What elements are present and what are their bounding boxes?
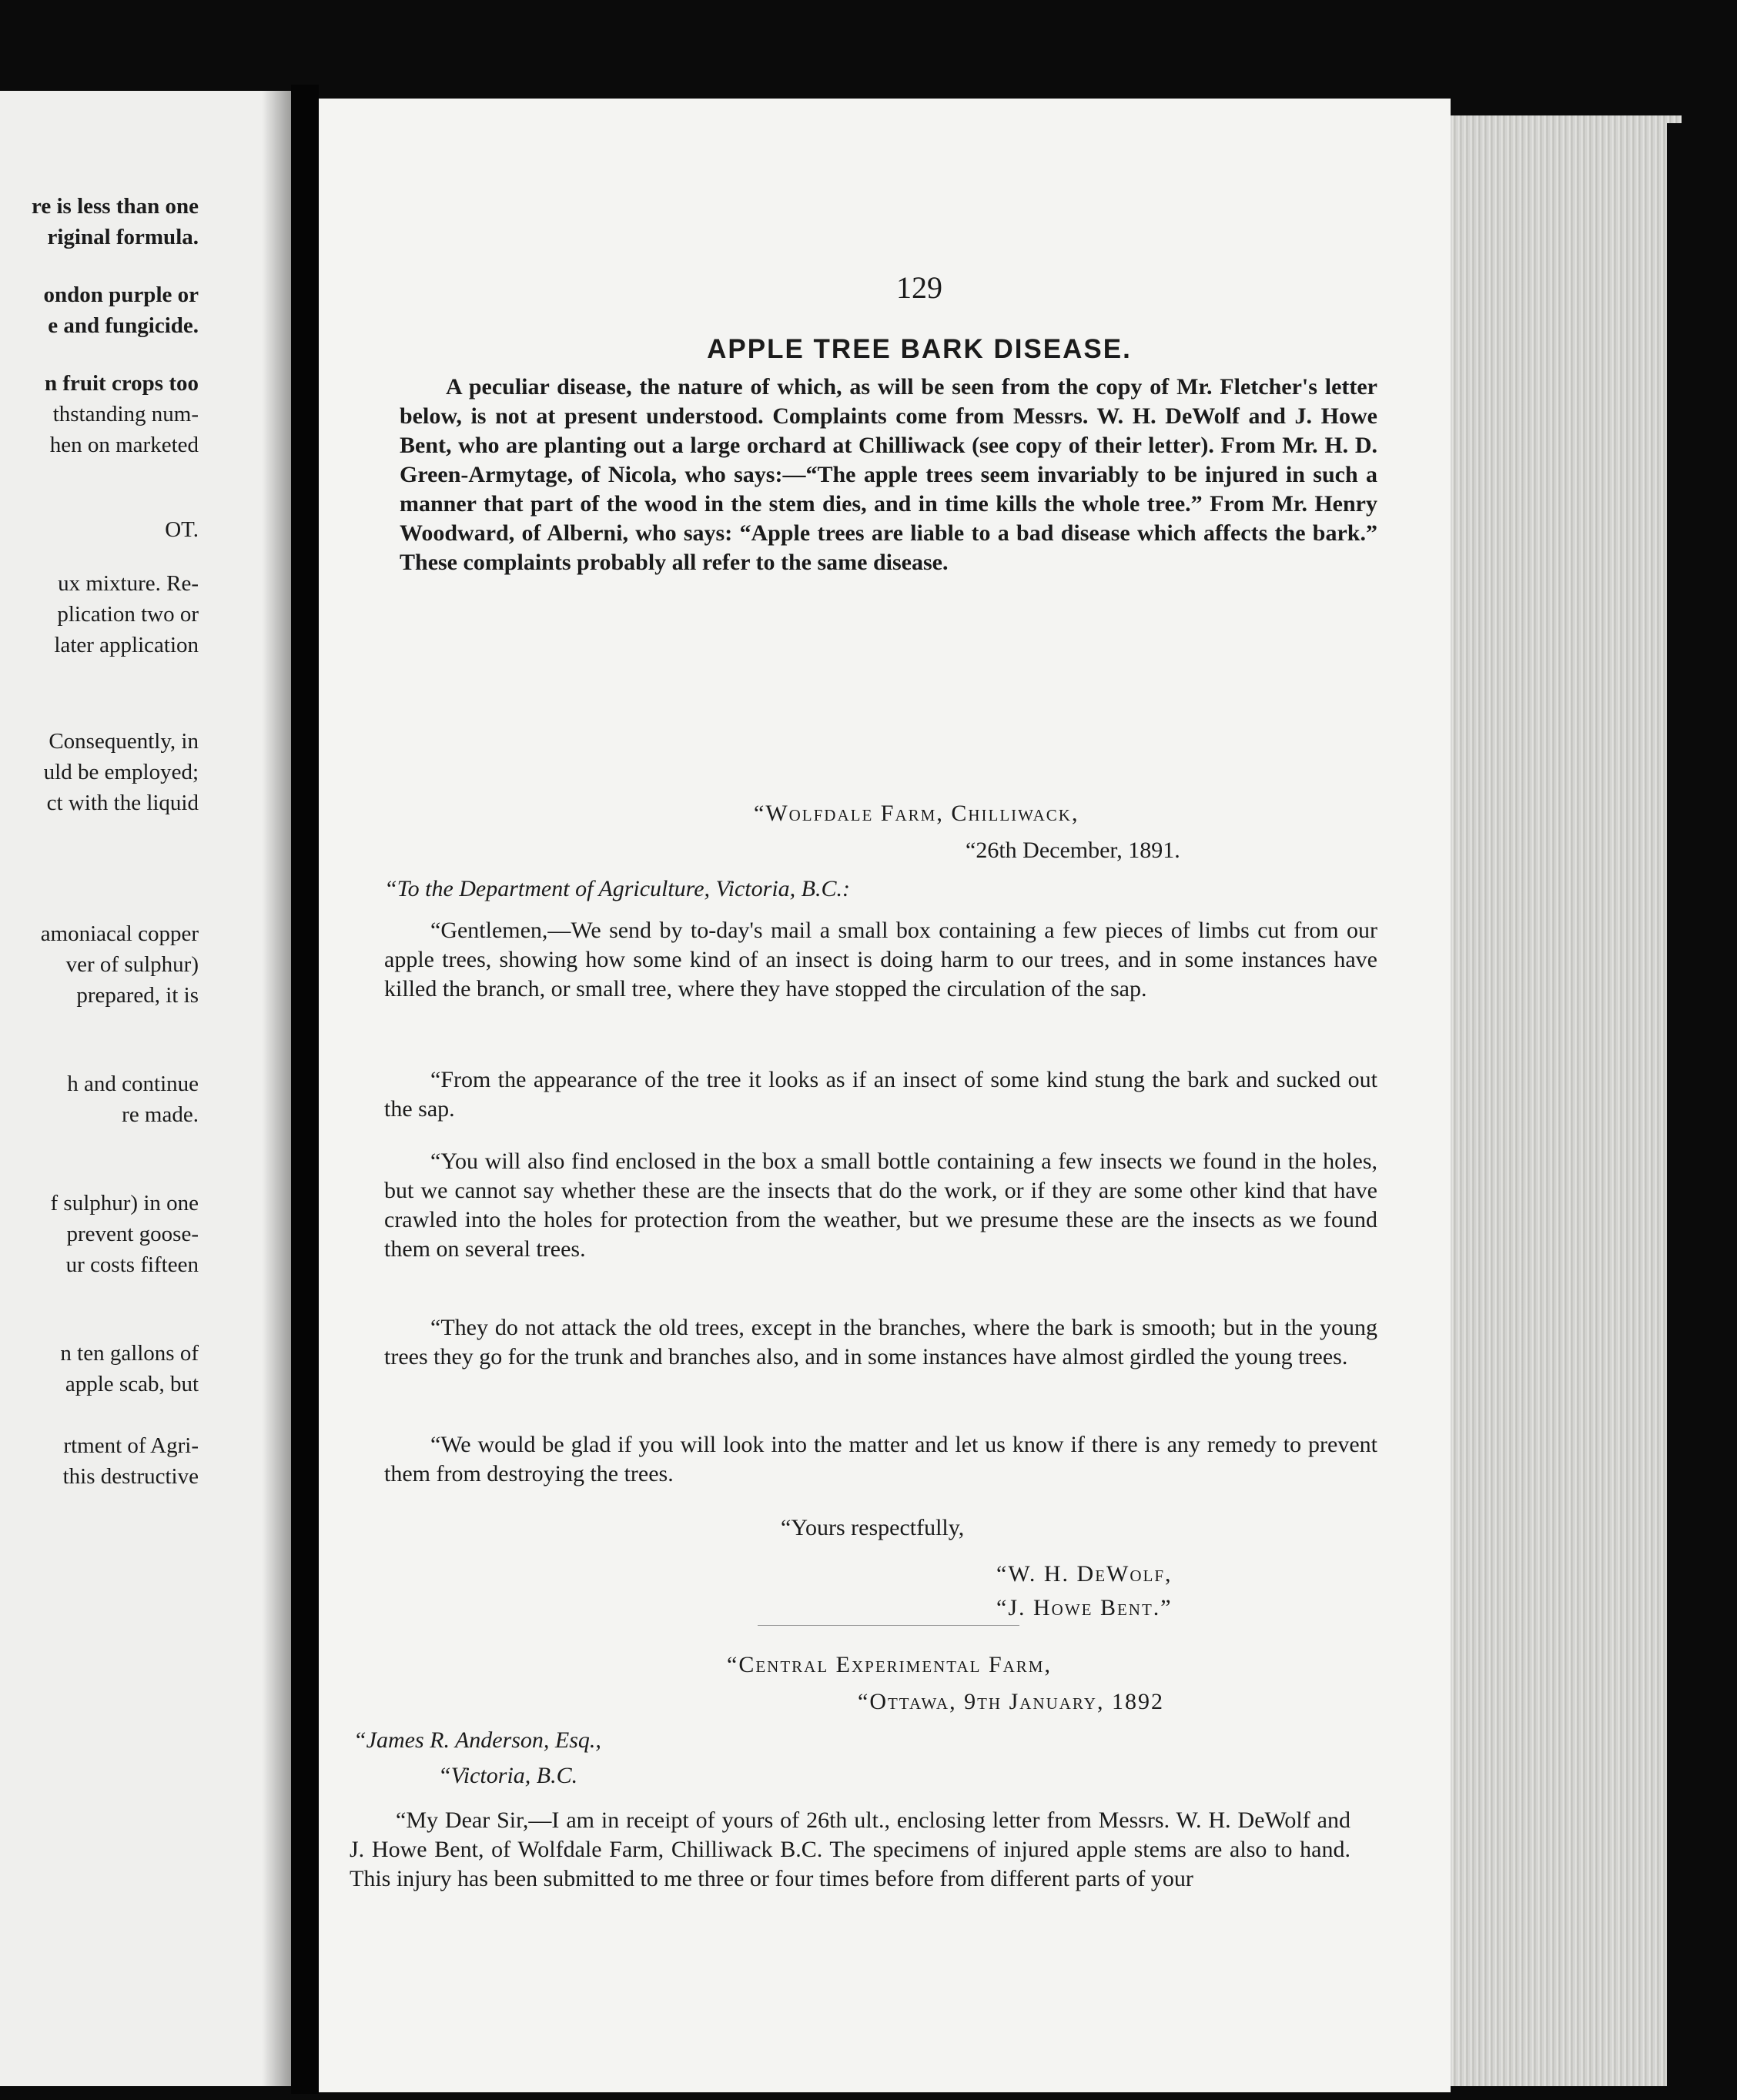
left-page-line: rtment of Agri- bbox=[63, 1433, 199, 1458]
main-page bbox=[319, 99, 1451, 2092]
left-page-line: prepared, it is bbox=[76, 983, 199, 1008]
letter1-closing: “Yours respectfully, bbox=[781, 1515, 965, 1540]
left-page-line: uld be employed; bbox=[43, 760, 199, 784]
letter2-recipient-line1: “James R. Anderson, Esq., bbox=[353, 1727, 601, 1753]
left-page-line: re is less than one bbox=[32, 194, 199, 219]
left-facing-page bbox=[0, 91, 291, 2086]
article-title: APPLE TREE BARK DISEASE. bbox=[707, 334, 1132, 364]
background-edge bbox=[1667, 123, 1737, 2094]
letter2-recipient-line2: “Victoria, B.C. bbox=[438, 1763, 578, 1788]
letter1-signature-1: “W. H. DeWolf, bbox=[996, 1561, 1173, 1587]
left-page-line: amoniacal copper bbox=[40, 921, 199, 946]
left-page-line: ux mixture. Re- bbox=[58, 571, 199, 596]
letter1-paragraph-1: “Gentlemen,—We send by to-day's mail a small box containing a few pieces of limbs cut from our apple trees, showing how some kind of an insect is doing harm to our trees, and in some instances have killed the branch, or small tree, where they have stopped the circulation of the sap. bbox=[384, 918, 1377, 1002]
left-page-line: h and continue bbox=[67, 1072, 199, 1096]
page-edges bbox=[1451, 115, 1682, 2086]
letter1-signature-2: “J. Howe Bent.” bbox=[996, 1595, 1173, 1620]
letter1-salutation: “To the Department of Agriculture, Victoria, B.C.: bbox=[384, 876, 850, 901]
section-divider bbox=[758, 1625, 1019, 1626]
left-page-line: ondon purple or bbox=[43, 283, 199, 307]
letter1-date: “26th December, 1891. bbox=[966, 838, 1180, 863]
gutter-shadow bbox=[262, 91, 291, 2086]
letter1-paragraph-4: “They do not attack the old trees, except in the branches, where the bark is smooth; but in the young trees they go for the trunk and branches also, and in some instances have almost girdled the young trees. bbox=[384, 1315, 1377, 1369]
letter1-paragraph-2: “From the appearance of the tree it looks as if an insect of some kind stung the bark and sucked out the sap. bbox=[384, 1067, 1377, 1122]
left-page-line: hen on marketed bbox=[49, 433, 199, 457]
left-page-line: later application bbox=[54, 633, 199, 657]
letter2-paragraph: “My Dear Sir,—I am in receipt of yours of 26th ult., enclosing letter from Messrs. W. H. DeWolf and J. Howe Bent, of Wolfdale Farm, Chilliwack B.C. The specimens of injured apple stems are also to hand. This injury has been submitted to me three or four times before from different parts of your bbox=[350, 1807, 1350, 1891]
left-page-line: apple scab, but bbox=[65, 1372, 199, 1396]
left-page-line: ct with the liquid bbox=[46, 791, 199, 815]
left-page-line: n fruit crops too bbox=[44, 371, 199, 396]
letter1-address-line1: “Wolfdale Farm, Chilliwack, bbox=[754, 801, 1079, 826]
left-page-line: thstanding num- bbox=[52, 402, 199, 426]
left-page-line: Consequently, in bbox=[49, 729, 199, 754]
left-page-line: this destructive bbox=[62, 1464, 199, 1489]
left-page-line: re made. bbox=[122, 1102, 199, 1127]
letter2-address-line2: “Ottawa, 9th January, 1892 bbox=[858, 1689, 1164, 1714]
book-spine bbox=[291, 85, 319, 2094]
left-page-line: OT. bbox=[165, 517, 199, 542]
left-page-line: n ten gallons of bbox=[60, 1341, 199, 1366]
left-page-line: f sulphur) in one bbox=[50, 1191, 199, 1216]
page-number: 129 bbox=[896, 270, 942, 305]
left-page-line: riginal formula. bbox=[47, 225, 199, 249]
letter1-paragraph-5: “We would be glad if you will look into the matter and let us know if there is any remedy to prevent them from destroying the trees. bbox=[384, 1432, 1377, 1486]
letter2-address-line1: “Central Experimental Farm, bbox=[727, 1652, 1052, 1677]
letter1-paragraph-3: “You will also find enclosed in the box a small bottle containing a few insects we found in the holes, but we cannot say whether these are the insects that do the work, or if they are some other kind that have crawled into the holes for protection from the weather, but we presume these are the insects as we found them on several trees. bbox=[384, 1149, 1377, 1262]
left-page-line: ur costs fifteen bbox=[65, 1252, 199, 1277]
intro-paragraph: A peculiar disease, the nature of which, as will be seen from the copy of Mr. Fletcher's letter below, is not at present understood. Complaints come from Messrs. W. H. DeWolf and J. Howe Bent, who are planting out a large orchard at Chilliwack (see copy of their letter). From Mr. H. D. Green-Armytage, of Nicola, who says:—“The apple trees seem invariably to be injured in such a manner that part of the wood in the stem dies, and in time kills the whole tree.” From Mr. Henry Woodward, of Alberni, who says: “Apple trees are liable to a bad disease which affects the bark.” These complaints probably all refer to the same disease. bbox=[400, 374, 1377, 575]
left-page-line: e and fungicide. bbox=[48, 313, 199, 338]
left-page-line: ver of sulphur) bbox=[65, 952, 199, 977]
left-page-line: plication two or bbox=[57, 602, 199, 627]
left-page-line: prevent goose- bbox=[66, 1222, 199, 1246]
